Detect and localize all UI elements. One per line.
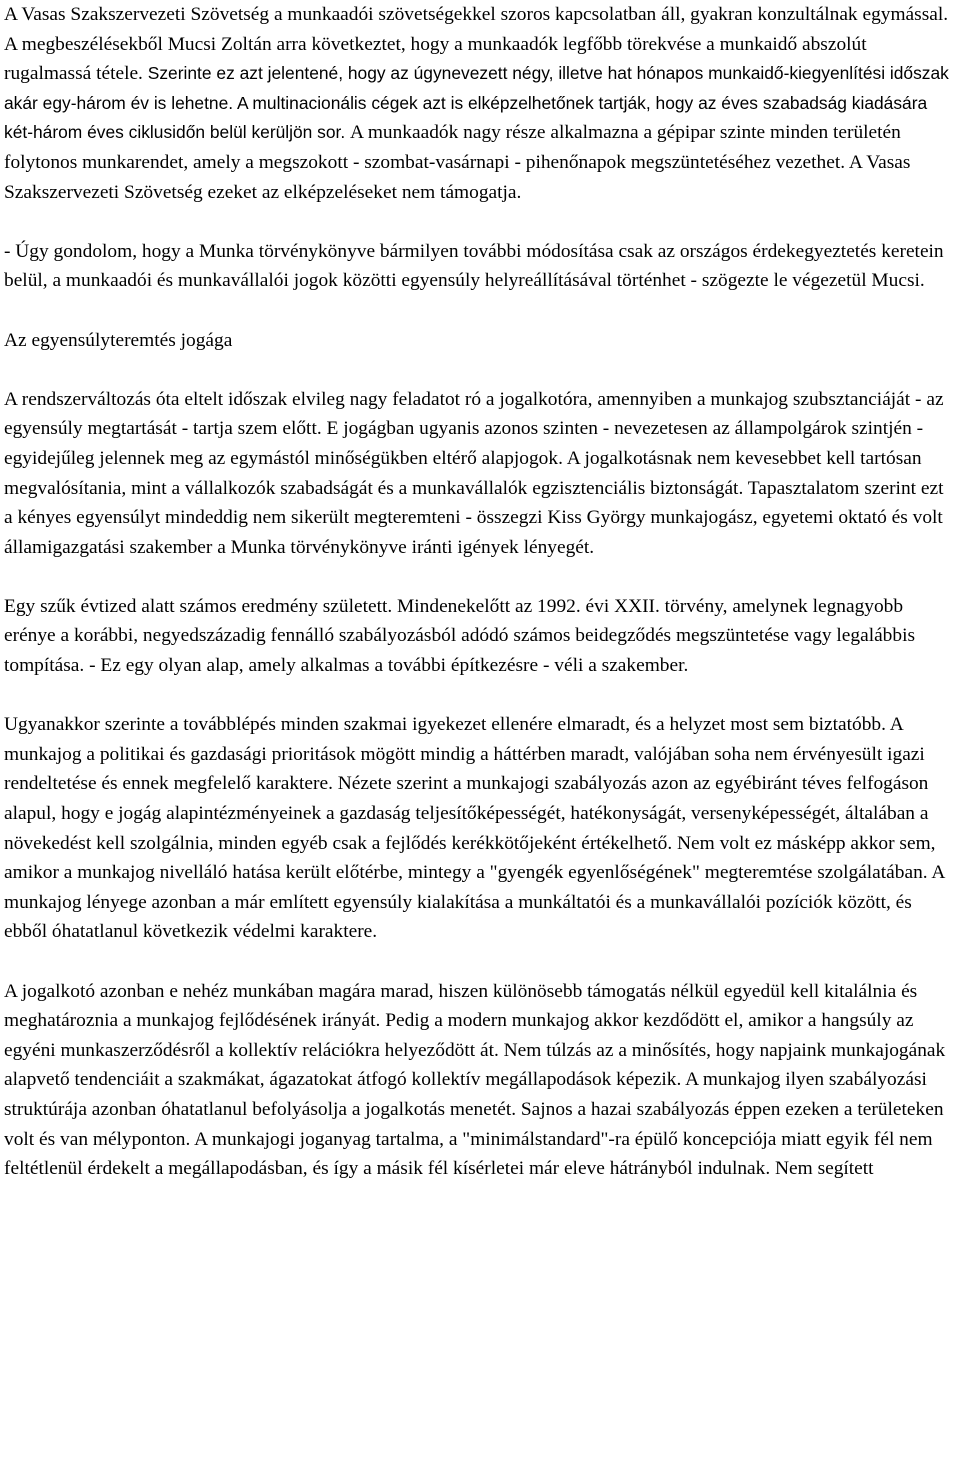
paragraph-collective-agreements: A jogalkotó azonban e nehéz munkában magára marad, hiszen különösebb támogatás nélkül egyedül kell kitalálnia és meghatároznia a munkajog fejlődésének irányát. Pedig a modern munkajog akkor kezdődött el, amikor a hangsúly az egyéni munkaszerződésről a kollektív relációkra helyeződött át. Nem túlzás az a minősítés, hogy napjaink munkajogának alapvető tendenciáit a szakmákat, ágazatokat átfogó kollektív megállapodások képezik. A munkajog ilyen szabályozási struktúrája azonban óhatatlanul befolyásolja a jogalkotás menetét. Sajnos a hazai szabályozás éppen ezeken a területeken volt és van mélyponton. A munkajogi joganyag tartalma, a "minimálstandard"-ra épülő koncepciója miatt egyik fél nem feltétlenül érdekelt a megállapodásban, és így a másik fél kísérletei már eleve hátrányból indulnak. Nem segített bbox=[4, 980, 946, 1180]
paragraph-intro-part-1: A Vasas Szakszervezeti Szövetség a munkaadói szövetségekkel szoros kapcsolatban áll, gyakran konzultálnak egymással. A megbeszélésekből Mucsi Zoltán arra következtet, hogy a munkaadók legfőbb törekvése a munkaidő abszolút rugalmassá tétele. bbox=[4, 4, 949, 85]
paragraph-kiss-gyorgy: A rendszerváltozás óta eltelt időszak elvileg nagy feladatot ró a jogalkotóra, amennyiben a munkajog szubsztanciáját - az egyensúly megtartását - tartja szem előtt. E jogágban ugyanis azonos szinten - nevezetesen az állampolgárok szintjén - egyidejűleg jelennek meg az egymástól minőségükben eltérő alapjogok. A jogalkotásnak nem kevesebbet kell tartósan megvalósítania, mint a vállalkozók szabadságát és a munkavállalók egzisztenciális biztonságát. Tapasztalatom szerint ezt a kényes egyensúlyt mindeddig nem sikerült megteremteni - összegzi Kiss György munkajogász, egyetemi oktató és volt államigazgatási szakember a Munka törvénykönyve iránti igények lényegét. bbox=[4, 388, 944, 558]
section-heading: Az egyensúlyteremtés jogága bbox=[4, 329, 233, 351]
article-body bbox=[4, 0, 956, 1184]
paragraph-intro bbox=[4, 0, 956, 207]
paragraph-1992-law: Egy szűk évtized alatt számos eredmény született. Mindenekelőtt az 1992. évi XXII. törvény, amelynek legnagyobb erénye a korábbi, negyedszázadig fennálló szabályozásból adódó számos beidegződés megszüntetése vagy legalábbis tompítása. - Ez egy olyan alap, amely alkalmas a további építkezésre - véli a szakember. bbox=[4, 595, 916, 677]
paragraph-labor-law-character: Ugyanakkor szerinte a továbblépés minden szakmai igyekezet ellenére elmaradt, és a helyzet most sem biztatóbb. A munkajog a politikai és gazdasági prioritások mögött mindig a háttérben maradt, valójában soha nem érvényesült igazi rendeltetése és ennek megfelelő karaktere. Nézete szerint a munkajogi szabályozás azon az egyébiránt téves felfogáson alapul, hogy e jogág alapintézményeinek a gazdaság teljesítőképességét, hatékonyságát, versenyképességét, általában a növekedést kell szolgálnia, minden egyéb csak a fejlődés kerékkötőjeként értékelhető. Nem volt ez másképp akkor sem, amikor a munkajog nivelláló hatása került előtérbe, mintegy a "gyengék egyenlőségének" megteremtése szolgálatában. A munkajog lényege azonban a már említett egyensúly kialakítása a munkáltatói és a munkavállalói pozíciók között, és ebből óhatatlanul következik védelmi karaktere. bbox=[4, 714, 945, 943]
paragraph-quote-mucsi: - Úgy gondolom, hogy a Munka törvénykönyve bármilyen további módosítása csak az országos érdekegyeztetés keretein belül, a munkaadói és munkavállalói jogok közötti egyensúly helyreállításával történhet - szögezte le végezetül Mucsi. bbox=[4, 240, 944, 292]
paragraph-intro-part-2: Szerinte ez azt jelentené, hogy az úgynevezett négy, illetve hat hónapos munkaidő-kiegyenlítési időszak akár egy-három év is lehetne. A multinacionális cégek azt is elképzelhetőnek tartják, hogy az éves szabadság kiadására két-három éves ciklusidőn belül kerüljön sor. bbox=[4, 63, 949, 143]
paragraph-intro-part-3: A munkaadók nagy része alkalmazna a gépipar szinte minden területén folytonos munkarendet, amely a megszokott - szombat-vasárnapi - pihenőnapok megszüntetéséhez vezethet. A Vasas Szakszervezeti Szövetség ezeket az elképzeléseket nem támogatja. bbox=[4, 122, 911, 203]
